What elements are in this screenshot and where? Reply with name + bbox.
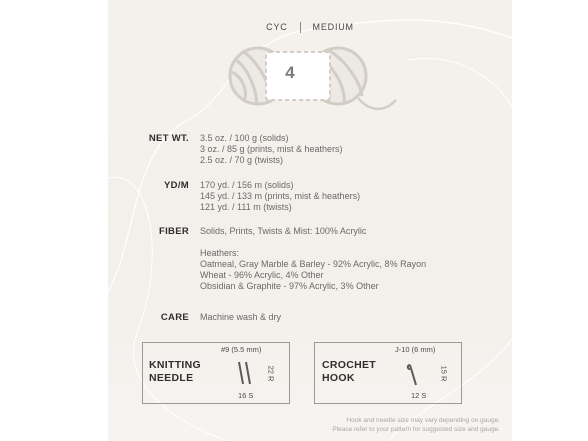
- weight-name: MEDIUM: [312, 22, 354, 32]
- spec-label: FIBER: [159, 226, 189, 237]
- footnote-line: Please refer to your pattern for suggested size and gauge.: [332, 426, 500, 433]
- cyc-header: [108, 22, 512, 33]
- gauge-footnote: [332, 416, 500, 434]
- yarn-weight-number: 4: [285, 63, 295, 82]
- knitting-title-line: KNITTING: [149, 359, 201, 371]
- knitting-title-line: NEEDLE: [149, 372, 194, 384]
- knitting-needles-icon: [235, 360, 255, 386]
- knitting-needle-gauge: [142, 342, 290, 404]
- crochet-title-line: CROCHET: [322, 359, 377, 371]
- hook-size: J-10 (6 mm): [395, 345, 436, 354]
- needle-size: #9 (5.5 mm): [221, 345, 262, 354]
- spec-line: Machine wash & dry: [200, 312, 282, 322]
- spec-line: Heathers:: [200, 248, 240, 258]
- spec-label: YD/M: [164, 180, 189, 191]
- knitting-title: [149, 359, 201, 385]
- spec-values: [200, 133, 500, 166]
- crochet-title: [322, 359, 376, 385]
- spec-line: Solids, Prints, Twists & Mist: 100% Acrylic: [200, 226, 367, 236]
- spec-values: [200, 312, 500, 323]
- footnote-line: Hook and needle size may vary depending on gauge.: [346, 417, 500, 424]
- spec-line: Obsidian & Graphite - 97% Acrylic, 3% Other: [200, 281, 379, 291]
- yarn-spec-panel: [108, 0, 512, 441]
- spec-spacer: [200, 237, 500, 248]
- hook-stitches: 12 S: [411, 391, 427, 400]
- crochet-title-line: HOOK: [322, 372, 355, 384]
- crochet-hook-icon: [405, 361, 421, 387]
- spec-line: 121 yd. / 111 m (twists): [200, 202, 292, 212]
- spec-label: CARE: [160, 312, 189, 323]
- spec-line: 2.5 oz. / 70 g (twists): [200, 155, 284, 165]
- spec-line: 145 yd. / 133 m (prints, mist & heathers): [200, 191, 361, 201]
- crochet-hook-gauge: [314, 342, 462, 404]
- spec-values: [200, 226, 500, 292]
- yarn-ball-icon: [218, 38, 398, 118]
- spec-line: 3.5 oz. / 100 g (solids): [200, 133, 289, 143]
- needle-rows: 22 R: [266, 365, 276, 382]
- spec-label: NET WT.: [148, 133, 189, 144]
- spec-line: Oatmeal, Gray Marble & Barley - 92% Acrylic, 8% Rayon: [200, 259, 427, 269]
- hook-rows: 15 R: [439, 365, 449, 382]
- cyc-label: CYC: [266, 22, 288, 32]
- header-divider: [300, 22, 301, 33]
- spec-values: [200, 180, 500, 213]
- spec-line: 3 oz. / 85 g (prints, mist & heathers): [200, 144, 343, 154]
- needle-stitches: 16 S: [238, 391, 254, 400]
- spec-line: 170 yd. / 156 m (solids): [200, 180, 294, 190]
- spec-line: Wheat - 96% Acrylic, 4% Other: [200, 270, 324, 280]
